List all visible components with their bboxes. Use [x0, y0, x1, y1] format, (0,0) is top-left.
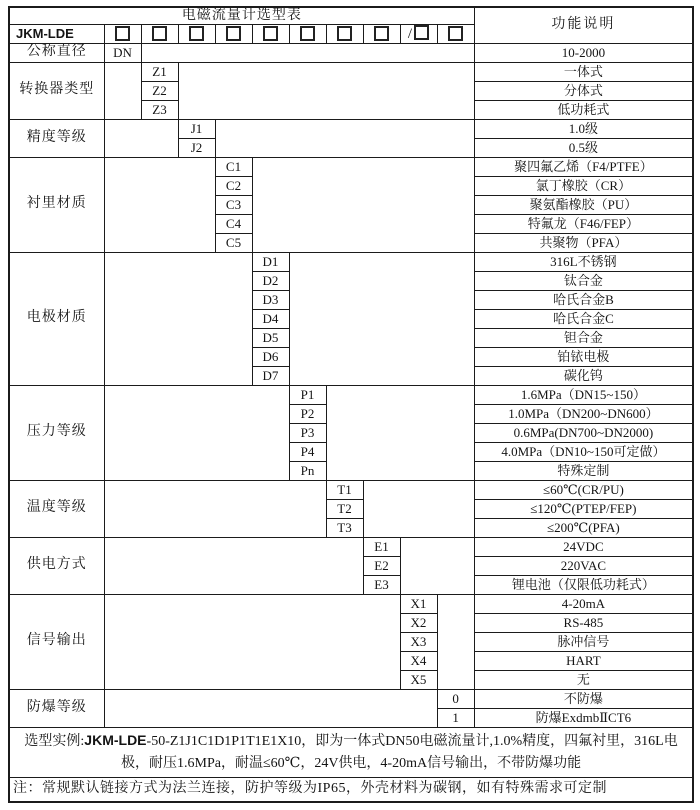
model-checkbox-cell	[289, 25, 326, 44]
description-cell: 24VDC	[474, 537, 693, 556]
selection-row	[9, 480, 693, 499]
selection-row	[9, 43, 693, 62]
code-cell: Z3	[141, 100, 178, 119]
code-cell: E2	[363, 556, 400, 575]
checkbox-icon	[300, 26, 315, 41]
model-checkbox-cell	[437, 25, 474, 44]
description-cell: 铂铱电极	[474, 347, 693, 366]
category-label: 供电方式	[9, 537, 104, 594]
description-cell: 0.5级	[474, 138, 693, 157]
description-cell: 钽合金	[474, 328, 693, 347]
spacer-cell	[326, 385, 474, 480]
selection-row	[9, 689, 693, 708]
model-checkbox-cell	[141, 25, 178, 44]
code-cell: D1	[252, 252, 289, 271]
description-cell: ≤200℃(PFA)	[474, 518, 693, 537]
code-cell: T2	[326, 499, 363, 518]
model-prefix-label: JKM-LDE	[9, 25, 104, 44]
table-title: 电磁流量计选型表	[9, 7, 474, 25]
category-label: 公称直径	[9, 43, 104, 62]
flowmeter-selection-table	[8, 6, 694, 803]
description-cell: 哈氏合金B	[474, 290, 693, 309]
description-cell: 特殊定制	[474, 461, 693, 480]
spacer-cell	[104, 62, 141, 119]
description-cell: 4.0MPa（DN10~150可定做）	[474, 442, 693, 461]
spacer-cell	[437, 594, 474, 689]
code-cell: E3	[363, 575, 400, 594]
checkbox-icon	[374, 26, 389, 41]
function-column-header: 功能说明	[474, 7, 693, 43]
code-cell: P4	[289, 442, 326, 461]
code-cell: C3	[215, 195, 252, 214]
example-prefix: 选型实例:	[24, 733, 85, 749]
description-cell: 10-2000	[474, 43, 693, 62]
checkbox-icon	[337, 26, 352, 41]
spacer-cell	[400, 537, 474, 594]
description-cell: 氯丁橡胶（CR）	[474, 176, 693, 195]
code-cell: C5	[215, 233, 252, 252]
example-row	[9, 727, 693, 777]
selection-row	[9, 119, 693, 138]
spacer-cell	[178, 62, 474, 119]
code-cell: DN	[104, 43, 141, 62]
code-cell: X4	[400, 651, 437, 670]
description-cell: 一体式	[474, 62, 693, 81]
code-cell: T1	[326, 480, 363, 499]
spacer-cell	[104, 157, 215, 252]
code-cell: X5	[400, 670, 437, 689]
code-cell: D3	[252, 290, 289, 309]
model-checkbox-cell	[400, 25, 437, 44]
model-checkbox-cell	[104, 25, 141, 44]
description-cell: 无	[474, 670, 693, 689]
model-checkbox-cell	[363, 25, 400, 44]
description-cell: ≤60℃(CR/PU)	[474, 480, 693, 499]
selection-row	[9, 157, 693, 176]
code-cell: D4	[252, 309, 289, 328]
spacer-cell	[104, 119, 178, 157]
note-row	[9, 777, 693, 802]
spacer-cell	[104, 689, 437, 727]
description-cell: 低功耗式	[474, 100, 693, 119]
selection-row	[9, 594, 693, 613]
selection-row	[9, 62, 693, 81]
description-cell: 分体式	[474, 81, 693, 100]
checkbox-icon	[189, 26, 204, 41]
code-cell: P2	[289, 404, 326, 423]
spacer-cell	[104, 385, 289, 480]
example-text: -50-Z1J1C1D1P1T1E1X10，即为一体式DN50电磁流量计,1.0%精度，四氟衬里，316L电极，耐压1.6MPa，耐温≤60℃，24V供电，4-20mA信号输出，不带防爆功能	[121, 733, 678, 772]
slash-separator: /	[407, 26, 413, 42]
model-checkbox-cell	[326, 25, 363, 44]
description-cell: 316L不锈钢	[474, 252, 693, 271]
checkbox-icon	[115, 26, 130, 41]
checkbox-icon	[226, 26, 241, 41]
spacer-cell	[104, 252, 252, 385]
description-cell: 钛合金	[474, 271, 693, 290]
code-cell: J1	[178, 119, 215, 138]
description-cell: 聚四氟乙烯（F4/PTFE）	[474, 157, 693, 176]
spacer-cell	[289, 252, 474, 385]
code-cell: C1	[215, 157, 252, 176]
model-checkbox-cell	[252, 25, 289, 44]
description-cell: 4-20mA	[474, 594, 693, 613]
checkbox-icon	[152, 26, 167, 41]
model-checkbox-cell	[215, 25, 252, 44]
checkbox-icon	[414, 25, 429, 40]
code-cell: Pn	[289, 461, 326, 480]
category-label: 电极材质	[9, 252, 104, 385]
description-cell: 共聚物（PFA）	[474, 233, 693, 252]
checkbox-icon	[263, 26, 278, 41]
category-label: 精度等级	[9, 119, 104, 157]
description-cell: 脉冲信号	[474, 632, 693, 651]
description-cell: RS-485	[474, 613, 693, 632]
description-cell: 碳化钨	[474, 366, 693, 385]
example-model-code: JKM-LDE	[84, 731, 147, 748]
code-cell: T3	[326, 518, 363, 537]
model-checkbox-cell	[178, 25, 215, 44]
spacer-cell	[104, 480, 326, 537]
selection-row	[9, 537, 693, 556]
code-cell: P3	[289, 423, 326, 442]
code-cell: D7	[252, 366, 289, 385]
description-cell: 0.6MPa(DN700~DN2000)	[474, 423, 693, 442]
code-cell: X1	[400, 594, 437, 613]
category-label: 温度等级	[9, 480, 104, 537]
category-label: 防爆等级	[9, 689, 104, 727]
spacer-cell	[104, 594, 400, 689]
checkbox-icon	[448, 26, 463, 41]
selection-row	[9, 385, 693, 404]
code-cell: E1	[363, 537, 400, 556]
description-cell: 1.6MPa（DN15~150）	[474, 385, 693, 404]
description-cell: 聚氨酯橡胶（PU）	[474, 195, 693, 214]
selection-row	[9, 252, 693, 271]
description-cell: ≤120℃(PTEP/FEP)	[474, 499, 693, 518]
code-cell: D5	[252, 328, 289, 347]
header-row	[9, 7, 693, 25]
selection-example	[9, 727, 693, 777]
spacer-cell	[363, 480, 474, 537]
code-cell: C2	[215, 176, 252, 195]
code-cell: 0	[437, 689, 474, 708]
spacer-cell	[252, 157, 474, 252]
code-cell: D2	[252, 271, 289, 290]
code-cell: P1	[289, 385, 326, 404]
code-cell: Z1	[141, 62, 178, 81]
category-label: 衬里材质	[9, 157, 104, 252]
description-cell: 锂电池（仅限低功耗式）	[474, 575, 693, 594]
code-cell: X3	[400, 632, 437, 651]
description-cell: 哈氏合金C	[474, 309, 693, 328]
description-cell: HART	[474, 651, 693, 670]
code-cell: Z2	[141, 81, 178, 100]
spacer-cell	[141, 43, 474, 62]
spacer-cell	[104, 537, 363, 594]
category-label: 转换器类型	[9, 62, 104, 119]
description-cell: 特氟龙（F46/FEP）	[474, 214, 693, 233]
description-cell: 防爆ExdmbⅡCT6	[474, 708, 693, 727]
description-cell: 1.0级	[474, 119, 693, 138]
category-label: 信号输出	[9, 594, 104, 689]
category-label: 压力等级	[9, 385, 104, 480]
code-cell: J2	[178, 138, 215, 157]
code-cell: C4	[215, 214, 252, 233]
code-cell: 1	[437, 708, 474, 727]
code-cell: D6	[252, 347, 289, 366]
description-cell: 220VAC	[474, 556, 693, 575]
default-config-note: 注：常规默认链接方式为法兰连接，防护等级为IP65，外壳材料为碳钢，如有特殊需求可定制	[9, 777, 693, 802]
spacer-cell	[215, 119, 474, 157]
code-cell: X2	[400, 613, 437, 632]
description-cell: 不防爆	[474, 689, 693, 708]
description-cell: 1.0MPa（DN200~DN600）	[474, 404, 693, 423]
